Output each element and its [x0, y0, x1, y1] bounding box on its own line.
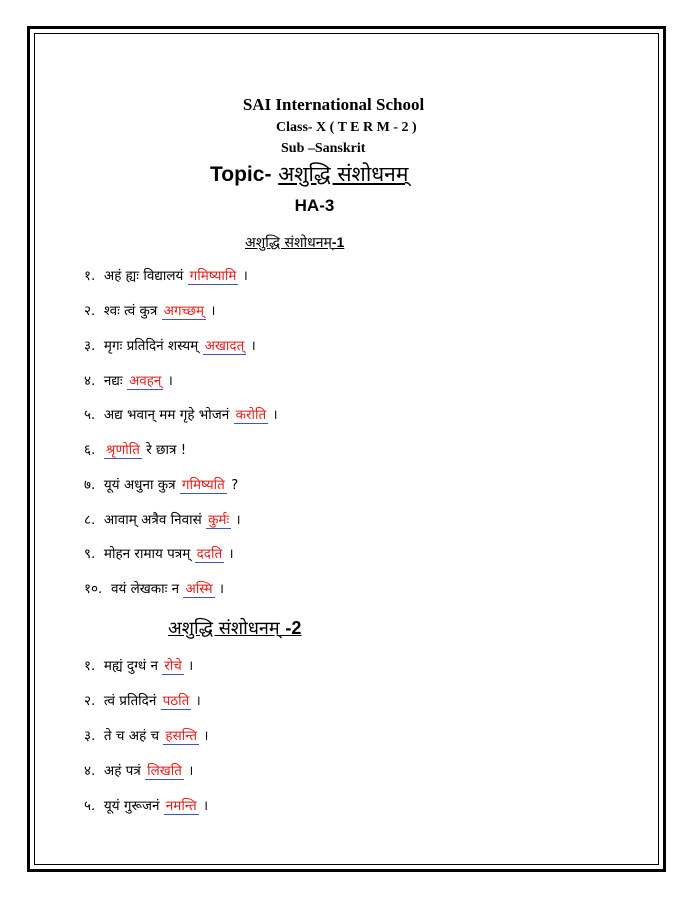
item-ending: ।	[203, 728, 209, 744]
list-item	[84, 371, 173, 389]
item-number: ३.	[84, 338, 96, 354]
class-line: Class- X ( T E R M - 2 )	[276, 120, 417, 135]
answer-text: अवहन्	[128, 373, 162, 389]
answer-text: अगच्छम्	[163, 303, 205, 319]
answer-text: श्रृणोति	[105, 442, 140, 458]
item-number: ५.	[84, 798, 96, 814]
item-number: ४.	[84, 373, 96, 389]
item-sentence: अहं ह्यः विद्यालयं	[103, 268, 184, 284]
item-sentence: श्वः त्वं कुत्र	[103, 303, 158, 319]
item-ending: ।	[228, 546, 234, 562]
assignment-code: HA-3	[294, 196, 335, 215]
answer-text: ददति	[196, 546, 223, 562]
item-sentence: अद्य भवान् मम गृहे भोजनं	[103, 407, 230, 423]
item-sentence: मह्यं दुग्धं न	[103, 658, 158, 674]
item-ending: ।	[272, 407, 278, 423]
item-number: ७.	[84, 477, 96, 493]
item-sentence: यूयं गुरूजनं	[103, 798, 160, 814]
section1-heading-text: अशुद्धि संशोधनम्	[245, 235, 332, 251]
item-number: २.	[84, 303, 96, 319]
item-number: २.	[84, 693, 96, 709]
section2-heading-text: अशुद्धि संशोधनम्	[168, 618, 280, 639]
item-sentence: मृगः प्रतिदिनं शस्यम्	[103, 338, 199, 354]
answer-text: हसन्ति	[165, 728, 198, 744]
item-number: ५.	[84, 407, 96, 423]
list-item	[84, 544, 234, 562]
item-number: १.	[84, 658, 96, 674]
item-ending: ।	[250, 338, 256, 354]
topic-label: Topic-	[210, 163, 272, 186]
item-ending: ?	[231, 477, 239, 493]
item-sentence: मोहन रामाय पत्रम्	[103, 546, 191, 562]
item-ending: ।	[210, 303, 216, 319]
item-sentence: वयं लेखकाः न	[110, 581, 180, 597]
item-ending: ।	[188, 763, 194, 779]
item-sentence: यूयं अधुना कुत्र	[103, 477, 176, 493]
answer-text: पठति	[162, 693, 190, 709]
list-item	[84, 336, 256, 354]
item-number: १.	[84, 268, 96, 284]
list-item	[84, 656, 193, 674]
item-sentence: ते च अहं च	[103, 728, 160, 744]
item-ending: ।	[188, 658, 194, 674]
list-item	[84, 405, 278, 423]
item-ending: ।	[195, 693, 201, 709]
list-item	[84, 796, 208, 814]
item-number: ४.	[84, 763, 96, 779]
item-number: ६.	[84, 442, 96, 458]
item-number: ८.	[84, 512, 96, 528]
section2-heading	[168, 616, 301, 640]
school-name: SAI International School	[242, 95, 425, 114]
list-item	[84, 761, 193, 779]
item-ending: ।	[202, 798, 209, 814]
answer-text: रोचे	[164, 658, 182, 674]
answer-text: नमन्ति	[165, 798, 197, 814]
item-number: ३.	[84, 728, 96, 744]
list-item	[84, 266, 248, 284]
answer-text: करोति	[235, 407, 267, 423]
item-ending: ।	[167, 373, 173, 389]
answer-text: कुर्मः	[208, 512, 230, 528]
answer-text: लिखति	[147, 763, 182, 779]
topic-line	[210, 160, 408, 188]
list-item	[84, 691, 201, 709]
item-sentence: आवाम् अत्रैव निवासं	[103, 512, 202, 528]
list-item	[84, 440, 186, 458]
item-ending: ।	[218, 581, 224, 597]
list-item	[84, 301, 216, 319]
item-sentence: अहं पत्रं	[103, 763, 141, 779]
list-item	[84, 579, 224, 597]
list-item	[84, 726, 208, 744]
item-number: १०.	[84, 581, 103, 597]
subject-line: Sub –Sanskrit	[281, 141, 366, 156]
item-number: ९.	[84, 546, 96, 562]
item-ending: ।	[242, 268, 248, 284]
item-sentence: नद्यः	[103, 373, 123, 389]
item-sentence: त्वं प्रतिदिनं	[103, 693, 157, 709]
item-ending: ।	[235, 512, 241, 528]
section2-heading-num: -2	[285, 618, 302, 638]
section1-heading	[245, 233, 344, 252]
section1-heading-num: -1	[331, 234, 345, 250]
answer-text: गमिष्यति	[181, 477, 225, 493]
item-ending: रे छात्र !	[146, 442, 187, 458]
list-item	[84, 475, 238, 493]
answer-text: अखादत्	[204, 338, 245, 354]
list-item	[84, 510, 241, 528]
topic-value: अशुद्धि संशोधनम्	[278, 162, 409, 186]
answer-text: गमिष्यामि	[189, 268, 237, 284]
answer-text: अस्मि	[185, 581, 213, 597]
